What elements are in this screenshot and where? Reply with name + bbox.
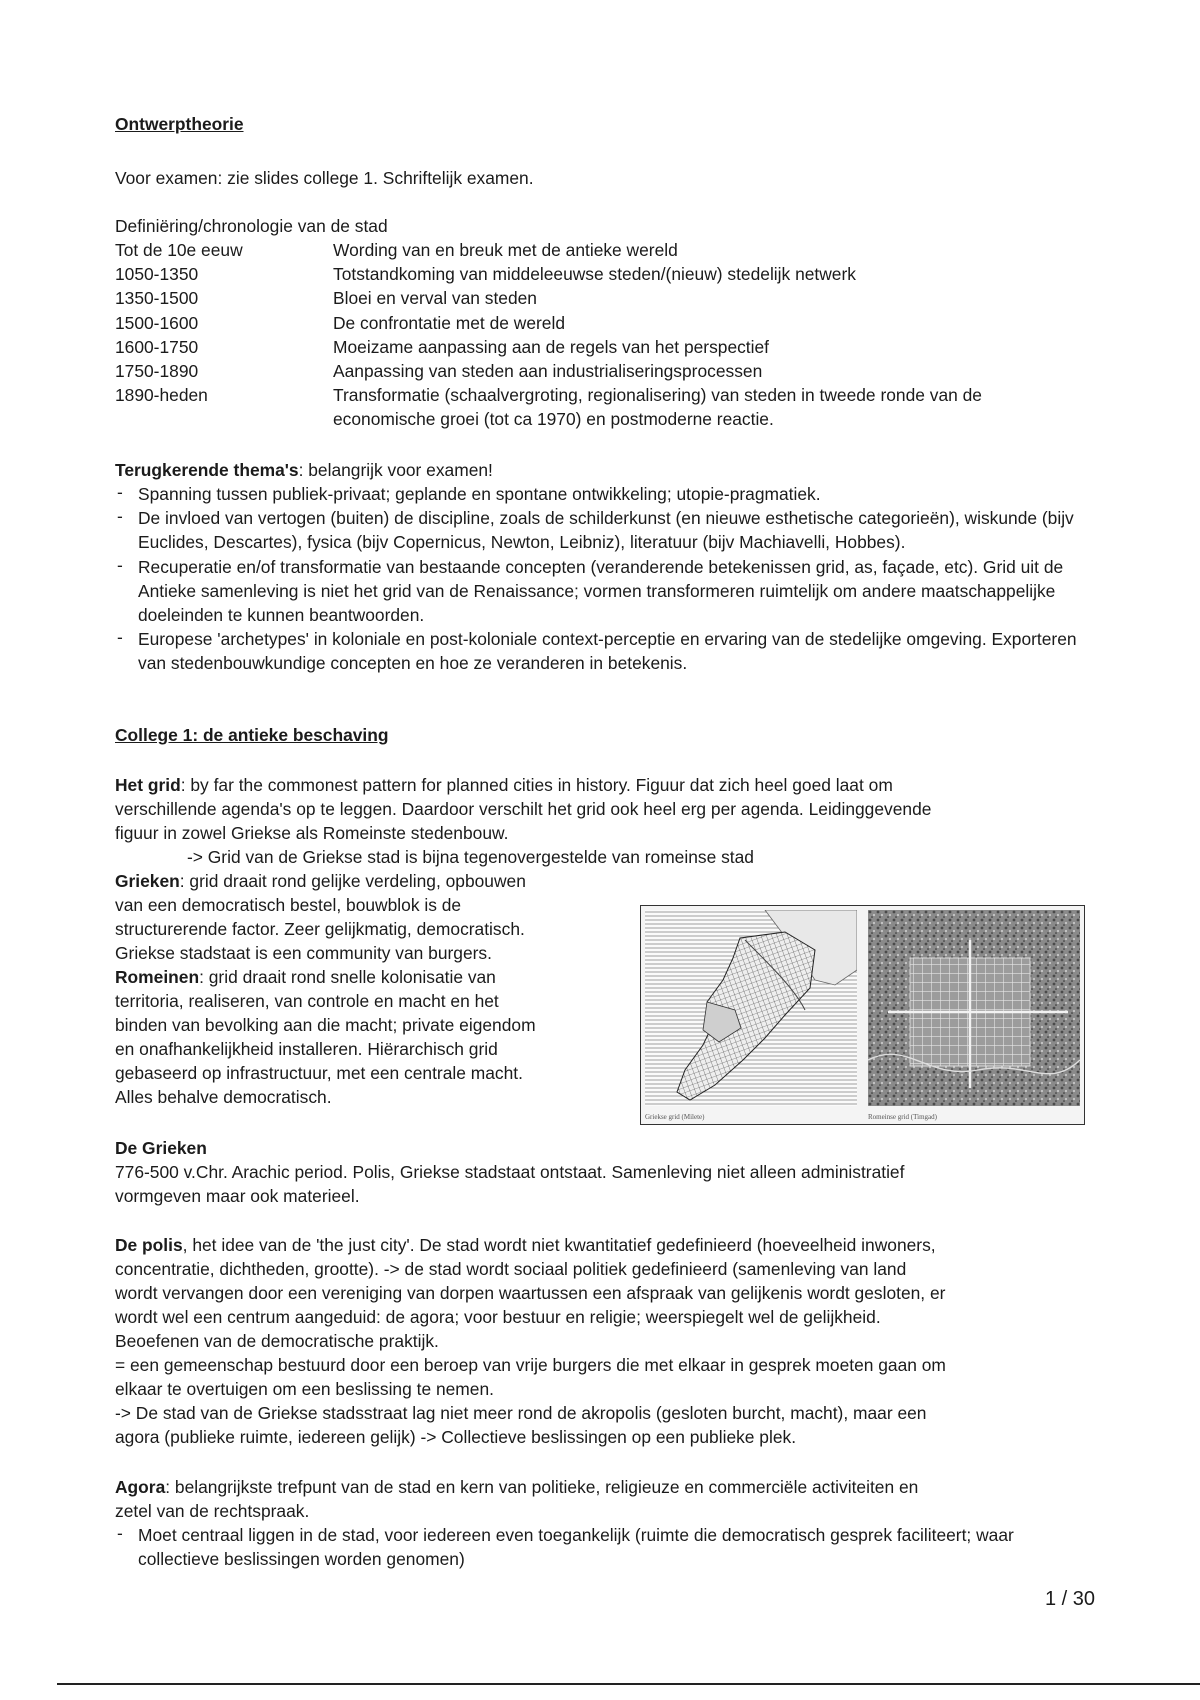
chronology-row <box>115 262 1095 286</box>
grieken-line: Griekse stadstaat is een community van burgers. <box>115 943 492 963</box>
polis-line: Beoefenen van de democratische praktijk. <box>115 1331 439 1351</box>
agora-text: : belangrijkste trefpunt van de stad en kern van politieke, religieuze en commerciële activiteiten en <box>165 1477 919 1497</box>
chronology-period: Tot de 10e eeuw <box>115 240 243 260</box>
polis-line: wordt vervangen door een vereniging van dorpen waartussen een afspraak van gelijkenis wordt gesloten, er <box>115 1283 946 1303</box>
grid-arrow-line: -> Grid van de Griekse stad is bijna tegenovergestelde van romeinse stad <box>187 847 754 867</box>
polis-text: , het idee van de 'the just city'. De stad wordt niet kwantitatief gedefinieerd (hoeveelheid inwoners, <box>182 1235 936 1255</box>
document-title: Ontwerptheorie <box>115 114 244 134</box>
chronology-text: Aanpassing van steden aan industrialiseringsprocessen <box>333 361 763 382</box>
polis-label: De polis <box>115 1235 183 1255</box>
grieken-line <box>115 869 526 893</box>
list-item: - De invloed van vertogen (buiten) de discipline, zoals de schilderkunst (en nieuwe esthetische categorieën), wiskunde (bijv Euclides, Descartes), fysica (bijv Copernicus, Newton, Leibniz), literatuur (bijv Machiavelli, Hobbes). <box>115 506 1095 554</box>
grieken-line: structurerende factor. Zeer gelijkmatig, democratisch. <box>115 919 525 939</box>
grieken-section-line: vormgeven maar ook materieel. <box>115 1186 360 1206</box>
chronology-row <box>115 335 1095 359</box>
polis-line <box>115 1233 936 1257</box>
greek-grid-caption: Griekse grid (Milete) <box>645 1113 705 1121</box>
themes-list <box>115 482 1095 676</box>
romeinen-text: : grid draait rond snelle kolonisatie van <box>199 967 496 987</box>
agora-list <box>115 1523 1075 1571</box>
agora-line <box>115 1475 918 1499</box>
chronology-period: 1600-1750 <box>115 336 199 357</box>
chronology-text: Totstandkoming van middeleeuwse steden/(nieuw) stedelijk netwerk <box>333 264 856 285</box>
chronology-row <box>115 238 1095 262</box>
page-divider <box>57 1683 1200 1685</box>
polis-line: elkaar te overtuigen om een beslissing te nemen. <box>115 1379 494 1399</box>
intro-text: Voor examen: zie slides college 1. Schriftelijk examen. <box>115 168 534 188</box>
grid-paragraph-line <box>115 773 893 797</box>
roman-grid-map-drawing <box>868 910 1080 1106</box>
chronology-text: Bloei en verval van steden <box>333 288 537 309</box>
chronology-text: Moeizame aanpassing aan de regels van het perspectief <box>333 336 770 357</box>
agora-line: zetel van de rechtspraak. <box>115 1501 310 1521</box>
polis-line: concentratie, dichtheden, grootte). -> de stad wordt sociaal politiek gedefinieerd (samenleving van land <box>115 1259 907 1279</box>
themes-heading <box>115 458 493 482</box>
romeinen-label: Romeinen <box>115 967 200 987</box>
romeinen-line: Alles behalve democratisch. <box>115 1087 332 1107</box>
grieken-text: : grid draait rond gelijke verdeling, opbouwen <box>179 871 526 891</box>
chronology-text: Transformatie (schaalvergroting, regionalisering) van steden in tweede ronde van de economische groei (tot ca 1970) en postmoderne reactie. <box>333 385 982 430</box>
polis-line: -> De stad van de Griekse stadsstraat lag niet meer rond de akropolis (gesloten burcht, macht), maar een <box>115 1403 927 1423</box>
romeinen-line: territoria, realiseren, van controle en macht en het <box>115 991 499 1011</box>
greek-grid-map-drawing <box>645 910 857 1106</box>
chronology-row <box>115 286 1095 310</box>
grieken-line: van een democratisch bestel, bouwblok is de <box>115 895 462 915</box>
polis-line: wordt wel een centrum aangeduid: de agora; voor bestuur en religie; weerspiegelt wel de gelijkheid. <box>115 1307 881 1327</box>
roman-grid-caption: Romeinse grid (Timgad) <box>868 1113 937 1121</box>
list-item: - Spanning tussen publiek-privaat; geplande en spontane ontwikkeling; utopie-pragmatiek. <box>115 482 1095 506</box>
grid-text: : by far the commonest pattern for planned cities in history. Figuur dat zich heel goed laat om <box>180 775 893 795</box>
grieken-section-heading <box>115 1136 207 1160</box>
romeinen-line <box>115 965 496 989</box>
roman-grid-map <box>868 910 1080 1106</box>
chronology-row <box>115 359 1095 383</box>
chronology-period: 1350-1500 <box>115 288 199 309</box>
chronology-text: Wording van en breuk met de antieke wereld <box>333 240 678 260</box>
chronology-period: 1750-1890 <box>115 361 199 382</box>
list-item: - Moet centraal liggen in de stad, voor iedereen even toegankelijk (ruimte die democratisch gesprek faciliteert; waar collectieve beslissingen worden genomen) <box>115 1523 1075 1571</box>
romeinen-line: binden van bevolking aan die macht; private eigendom <box>115 1015 536 1035</box>
romeinen-line: gebaseerd op infrastructuur, met een centrale macht. <box>115 1063 523 1083</box>
chronology-period: 1050-1350 <box>115 264 199 285</box>
grid-paragraph-line: verschillende agenda's op te leggen. Daardoor verschilt het grid ook heel erg per agenda. Leidinggevende <box>115 799 932 819</box>
chronology-row <box>115 311 1095 335</box>
page-number: 1 / 30 <box>1044 1588 1095 1610</box>
greek-grid-map <box>645 910 857 1106</box>
agora-label: Agora <box>115 1477 166 1497</box>
grieken-section-title: De Grieken <box>115 1138 207 1158</box>
polis-line: agora (publieke ruimte, iedereen gelijk) -> Collectieve beslissingen op een publieke plek. <box>115 1427 797 1447</box>
grid-paragraph-line: figuur in zowel Griekse als Romeinste stedenbouw. <box>115 823 509 843</box>
chronology-period: 1890-heden <box>115 385 208 406</box>
list-item: - Recuperatie en/of transformatie van bestaande concepten (veranderende betekenissen grid, as, façade, etc). Grid uit de Antieke samenleving is niet het grid van de Renaissance; vormen transformeren ruimtelijk om andere maatschappelijke doeleinden te kunnen beantwoorden. <box>115 555 1095 628</box>
themes-label: Terugkerende thema's <box>115 460 299 480</box>
college1-heading: College 1: de antieke beschaving <box>115 725 389 745</box>
polis-line: = een gemeenschap bestuurd door een beroep van vrije burgers die met elkaar in gesprek moeten gaan om <box>115 1355 946 1375</box>
chronology-text: De confrontatie met de wereld <box>333 312 565 333</box>
chronology-heading: Definiëring/chronologie van de stad <box>115 216 388 236</box>
grid-label: Het grid <box>115 775 181 795</box>
grieken-section-line: 776-500 v.Chr. Arachic period. Polis, Griekse stadstaat ontstaat. Samenleving niet alleen administratief <box>115 1162 905 1182</box>
grieken-label: Grieken <box>115 871 180 891</box>
chronology-table <box>115 238 1095 432</box>
romeinen-line: en onafhankelijkheid installeren. Hiërarchisch grid <box>115 1039 498 1059</box>
chronology-period: 1500-1600 <box>115 312 199 333</box>
grid-comparison-figure <box>640 905 1085 1125</box>
list-item: - Europese 'archetypes' in koloniale en post-koloniale context-perceptie en ervaring van de stedelijke omgeving. Exporteren van stedenbouwkundige concepten en hoe ze veranderen in betekenis. <box>115 627 1095 675</box>
themes-tail: : belangrijk voor examen! <box>298 460 493 480</box>
chronology-row <box>115 383 1095 431</box>
